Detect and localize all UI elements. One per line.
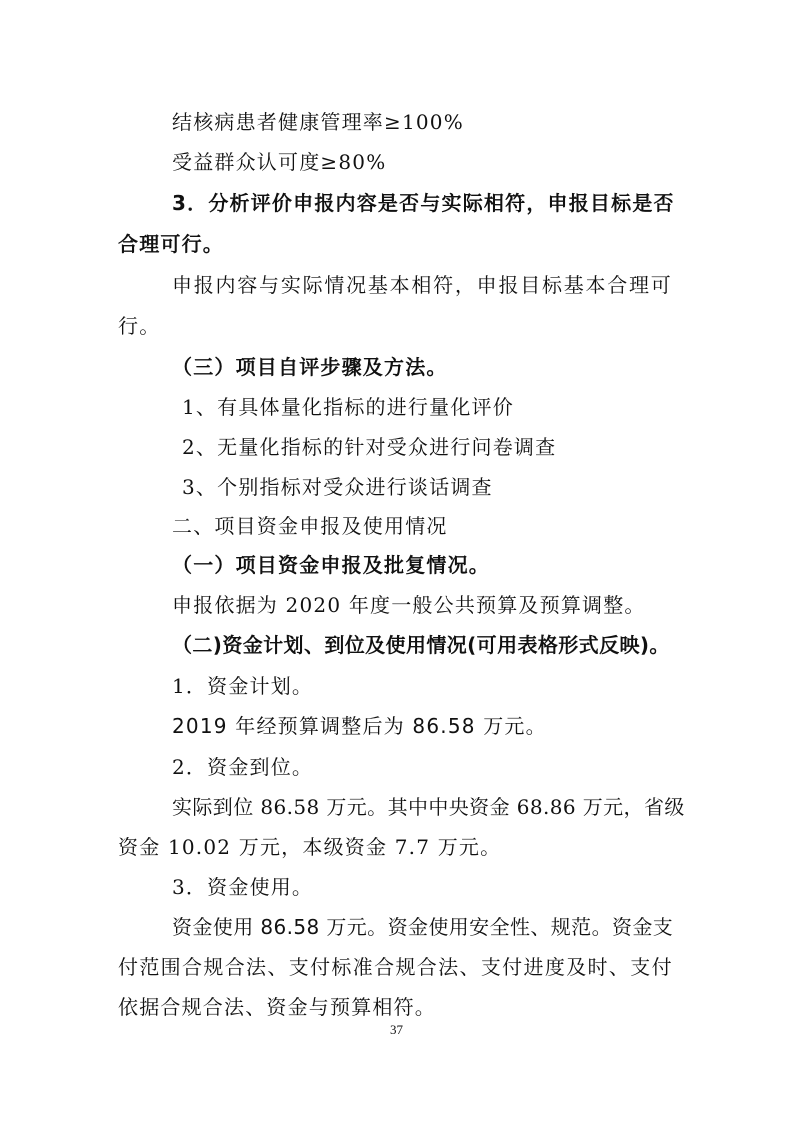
text-line: 申报内容与实际情况基本相符，申报目标基本合理可 [172,273,672,297]
text-line: 申报依据为 2020 年度一般公共预算及预算调整。 [172,593,646,617]
text-line: 结核病患者健康管理率≥100% [172,110,464,134]
section-heading: （三）项目自评步骤及方法。 [172,355,448,379]
list-item: 3、个别指标对受众进行谈话调查 [182,475,493,499]
list-item: 2、无量化指标的针对受众进行问卷调查 [182,435,557,459]
text-line: 2．资金到位。 [172,755,314,779]
section-heading: 3．分析评价申报内容是否与实际相符，申报目标是否 [172,191,675,215]
text-line: 2019 年经预算调整后为 86.58 万元。 [172,714,547,738]
text-line: 付范围合规合法、支付标准合规合法、支付进度及时、支付 [118,955,672,979]
text-line: 资金 10.02 万元，本级资金 7.7 万元。 [118,835,502,859]
section-heading: （二)资金计划、到位及使用情况(可用表格形式反映)。 [172,633,670,657]
text-line: 3．资金使用。 [172,875,314,899]
text-line: 依据合规合法、资金与预算相符。 [118,995,436,1019]
text-line: 实际到位 86.58 万元。其中中央资金 68.86 万元，省级 [172,795,685,819]
text-line: 行。 [118,314,161,338]
text-line: 资金使用 86.58 万元。资金使用安全性、规范。资金支 [172,915,674,939]
text-line: 1．资金计划。 [172,674,314,698]
page-number: 37 [390,1022,403,1037]
list-item: 1、有具体量化指标的进行量化评价 [182,395,514,419]
section-heading: 合理可行。 [118,232,224,256]
section-heading: 二、项目资金申报及使用情况 [172,514,448,538]
text-line: 受益群众认可度≥80% [172,150,387,174]
section-heading: （一）项目资金申报及批复情况。 [172,553,490,577]
